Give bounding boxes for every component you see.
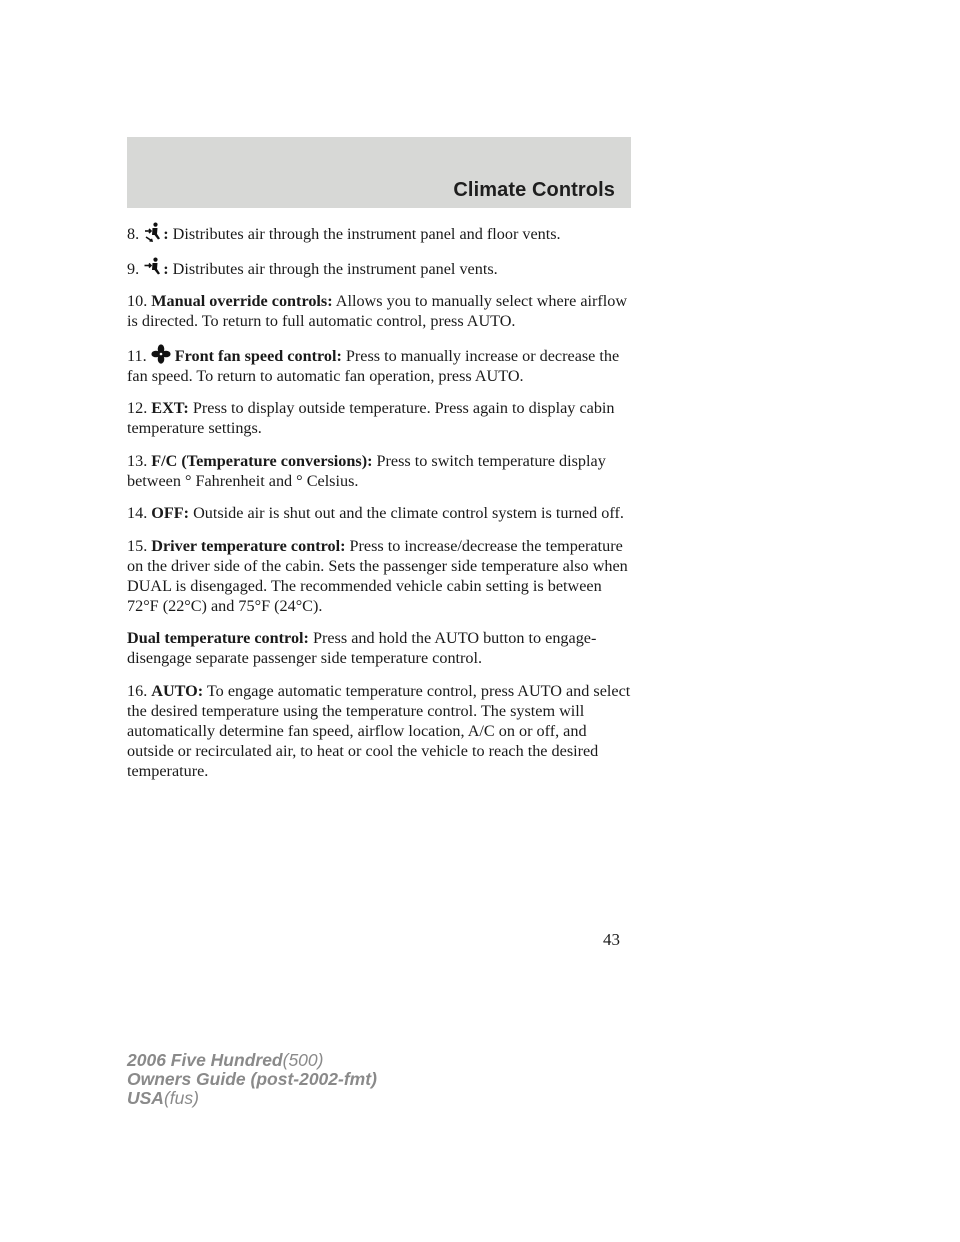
item-number: 9. xyxy=(127,259,140,278)
item-text: Distributes air through the instrument panel vents. xyxy=(172,259,498,278)
item-text: Press to manually increase or decrease the fan speed. To return to automatic fan operation, press AUTO. xyxy=(127,346,620,385)
section-title: Climate Controls xyxy=(453,179,615,201)
page-content xyxy=(127,222,635,793)
list-item-12 xyxy=(127,398,635,438)
list-item-15 xyxy=(127,536,635,616)
item-number: 12. xyxy=(127,399,148,417)
list-item-9 xyxy=(127,257,635,279)
item-term: Dual temperature control: xyxy=(127,629,309,647)
list-item-8 xyxy=(127,222,635,244)
item-text: Press to increase/decrease the temperature on the driver side of the cabin. Sets the passenger side temperature also when DUAL is disengaged. The recommended vehicle cabin setting is between 72°F (22°C) and 75°F (24°C). xyxy=(127,536,628,615)
item-text: Distributes air through the instrument panel and floor vents. xyxy=(172,225,561,243)
list-item-16 xyxy=(127,681,635,781)
fan-icon xyxy=(151,344,171,364)
item-term: Driver temperature control: xyxy=(151,536,346,555)
footer-line-model xyxy=(127,1051,377,1070)
item-term: F/C (Temperature conversions): xyxy=(151,451,373,470)
item-term: AUTO: xyxy=(151,681,204,700)
item-text: Outside air is shut out and the climate control system is turned off. xyxy=(193,504,624,522)
list-item-14 xyxy=(127,503,635,523)
item-term: OFF: xyxy=(151,504,190,522)
item-text: Allows you to manually select where airflow is directed. To return to full automatic control, press AUTO. xyxy=(127,292,628,330)
panel-vent-icon xyxy=(143,257,163,277)
footer-line-market xyxy=(127,1089,377,1108)
item-term: : xyxy=(163,259,169,278)
list-item-10 xyxy=(127,291,635,331)
list-item-dual-temperature xyxy=(127,628,635,668)
footer-model-code: (500) xyxy=(282,1050,324,1070)
item-text: Press to display outside temperature. Press again to display cabin temperature settings. xyxy=(127,399,615,437)
item-text: Press and hold the AUTO button to engage-disengage separate passenger side temperature control. xyxy=(127,629,597,667)
list-item-11 xyxy=(127,344,635,386)
footer-line-guide: Owners Guide (post-2002-fmt) xyxy=(127,1069,377,1089)
item-term: EXT: xyxy=(151,399,189,417)
footer-market-code: (fus) xyxy=(163,1088,199,1108)
item-number: 8. xyxy=(127,225,140,243)
item-number: 13. xyxy=(127,451,148,470)
item-number: 16. xyxy=(127,681,148,700)
footer-model-name: 2006 Five Hundred xyxy=(127,1050,283,1070)
item-number: 10. xyxy=(127,292,148,310)
page-number: 43 xyxy=(603,930,620,949)
item-text: To engage automatic temperature control, press AUTO and select the desired temperature using the temperature control. The system will automatically determine fan speed, airflow location, A/C on or off, and outside or recirculated air, to heat or cool the vehicle to reach the desired temperature. xyxy=(127,681,631,780)
item-number: 14. xyxy=(127,504,148,522)
item-number: 11. xyxy=(127,346,147,365)
panel-floor-vent-icon xyxy=(143,222,163,242)
item-term: : xyxy=(163,225,169,243)
document-footer xyxy=(127,1051,377,1108)
item-number: 15. xyxy=(127,536,148,555)
section-header-band xyxy=(127,137,631,208)
item-term: Front fan speed control: xyxy=(174,346,342,365)
item-term: Manual override controls: xyxy=(151,292,333,310)
footer-market-name: USA xyxy=(127,1088,164,1108)
list-item-13 xyxy=(127,451,635,491)
item-text: Press to switch temperature display between ° Fahrenheit and ° Celsius. xyxy=(127,451,606,490)
